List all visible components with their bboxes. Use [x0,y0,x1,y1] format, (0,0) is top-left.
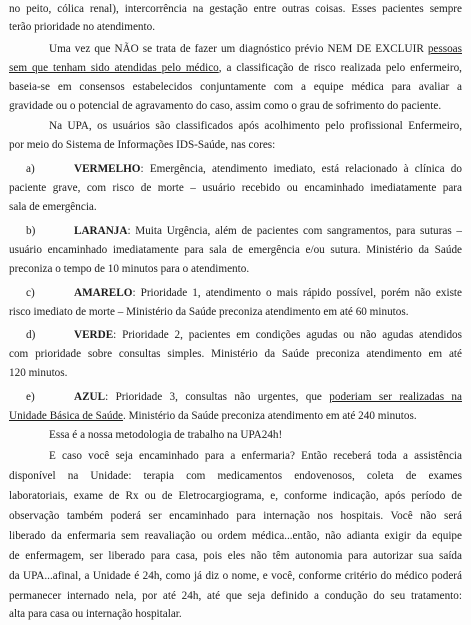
list-item-a: a) VERMELHO: Emergência, atendimento imediato, está relacionado à clínica do [26,163,462,175]
text-line: de enfermagem, ser liberado para casa, pois eles não têm autonomia para autorizar sua saída [9,550,462,562]
text-line: com prioridade sobre consultas simples. Ministério da Saúde preconiza atendimento em até [9,348,462,360]
list-item-e: e) AZUL: Prioridade 3, consultas não urgentes, que poderiam ser realizadas na [26,391,462,403]
color-label-red: VERMELHO [74,163,141,175]
text-line: risco imediato de morte – Ministério da Saúde preconiza atendimento em até 60 minutos. [9,306,409,318]
text-line: sem que tenham sido atendidas pelo médico, a classificação de risco realizada pelo enfermeiro, [9,62,462,74]
text-line: sala de emergência. [9,201,97,213]
list-item-c: c) AMARELO: Prioridade 1, atendimento o mais rápido possível, porém não existe [26,287,462,299]
color-label-blue: AZUL [74,391,106,403]
underlined-text: sem que tenham sido atendidas pelo médico [9,62,219,74]
text-line: liberado da enfermaria sem reavaliação ou ordem médica...então, não adianta exigir da equipe [9,530,462,542]
text-line: 120 minutos. [9,367,68,379]
text-line: observação também poderá ser encaminhado para internação nos hospitais. Você não será [9,510,462,522]
text-line: Uma vez que NÃO se trata de fazer um diagnóstico prévio NEM DE EXCLUIR pessoas [49,43,462,55]
text-line: disponível na Unidade: terapia com medicamentos endovenosos, coleta de exames [9,470,462,482]
text-line: Unidade Básica de Saúde. Ministério da Saúde preconiza atendimento em até 240 minutos. [9,410,417,422]
text-line: terão prioridade no atendimento. [9,21,156,33]
text-line: laboratoriais, exame de Rx ou de Eletrocargiograma, e, conforme indicação, após período de [9,490,462,502]
underlined-text: pessoas [427,43,462,55]
text-line: alta para casa ou internação hospitalar. [9,608,182,620]
text-line: usuário encaminhado imediatamente para sala de emergência e/ou sutura. Ministério da Saúde [9,244,462,256]
list-item-b: b) LARANJA: Muita Urgência, além de pacientes com sangramentos, para suturas – [26,225,462,237]
text-line: gravidade ou o potencial de agravamento do caso, assim como o grau de sofrimento do paciente. [9,100,442,112]
text-line: por meio do Sistema de Informações IDS-Saúde, nas cores: [9,139,276,151]
text-line: E caso você seja encaminhado para a enfermaria? Então receberá toda a assistência [49,450,462,462]
underlined-text: Unidade Básica de Saúde [9,410,124,422]
underlined-text: poderiam ser realizadas na [329,391,462,403]
text-line: baseia-se em consensos estabelecidos conjuntamente com a equipe médica para avaliar a [9,81,462,93]
color-label-green: VERDE [74,329,114,341]
text-line: da UPA...afinal, a Unidade é 24h, como já diz o nome, e você, conforme critério do médico poderá [9,570,462,582]
text-line: no peito, cólica renal), intercorrência na gestação entre outras coisas. Esses pacientes sempre [9,3,462,15]
text-line: Na UPA, os usuários são classificados após acolhimento pelo profissional Enfermeiro, [49,120,462,132]
text-line: paciente grave, com risco de morte – usuário recebido ou encaminhado imediatamente para [9,182,462,194]
color-label-orange: LARANJA [74,225,128,237]
text-line: Essa é a nossa metodologia de trabalho na UPA24h! [49,429,283,441]
text-line: permanecer internado nela, por até 24h, até que seja definido a condução do seu tratamento: [9,590,462,602]
list-item-d: d) VERDE: Prioridade 2, pacientes em condições agudas ou não agudas atendidos [26,329,462,341]
color-label-yellow: AMARELO [74,287,133,299]
text-line: preconiza o tempo de 10 minutos para o atendimento. [9,263,250,275]
